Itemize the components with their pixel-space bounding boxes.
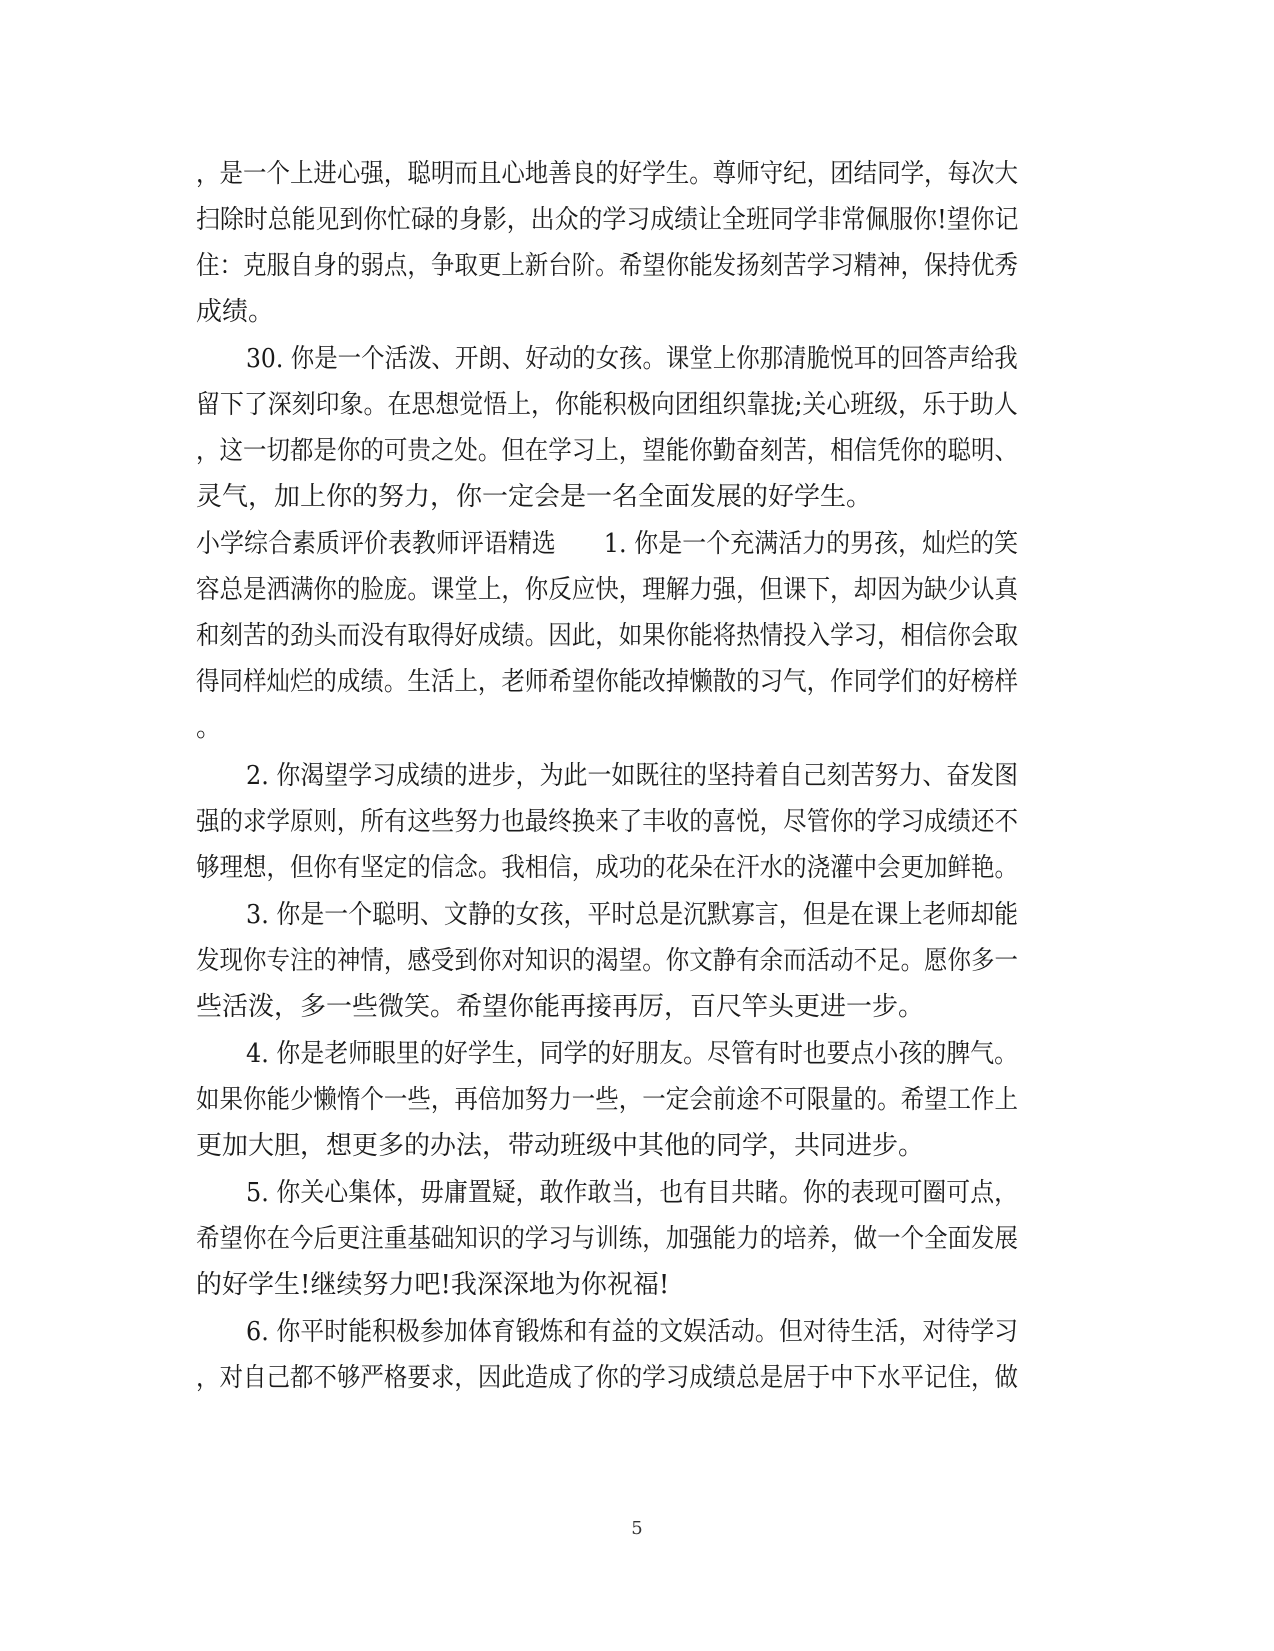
text-line: 。	[196, 713, 223, 743]
text-line: 发现你专注的神情，感受到你对知识的渴望。你文静有余而活动不足。愿你多一	[196, 946, 1019, 976]
text-line: 灵气，加上你的努力，你一定会是一名全面发展的好学生。	[196, 482, 873, 512]
text-line: ，这一切都是你的可贵之处。但在学习上，望能你勤奋刻苦，相信凭你的聪明、	[196, 436, 1019, 466]
text-line: 30. 你是一个活泼、开朗、好动的女孩。课堂上你那清脆悦耳的回答声给我	[246, 344, 1018, 374]
text-line: 2. 你渴望学习成绩的进步，为此一如既往的坚持着自己刻苦努力、奋发图	[246, 761, 1019, 791]
text-line: ，对自己都不够严格要求，因此造成了你的学习成绩总是居于中下水平记住，做	[196, 1363, 1019, 1393]
text-line: 如果你能少懒惰个一些，再倍加努力一些，一定会前途不可限量的。希望工作上	[196, 1085, 1019, 1115]
text-line: 扫除时总能见到你忙碌的身影，出众的学习成绩让全班同学非常佩服你!望你记	[196, 205, 1019, 235]
text-line: 成绩。	[196, 297, 275, 327]
text-line: 住：克服自身的弱点，争取更上新台阶。希望你能发扬刻苦学习精神，保持优秀	[196, 251, 1019, 281]
text-line: 更加大胆，想更多的办法，带动班级中其他的同学，共同进步。	[196, 1131, 925, 1161]
text-line: 6. 你平时能积极参加体育锻炼和有益的文娱活动。但对待生活，对待学习	[246, 1317, 1019, 1347]
text-line: 3. 你是一个聪明、文静的女孩，平时总是沉默寡言，但是在课上老师却能	[246, 900, 1019, 930]
text-line: 容总是洒满你的脸庞。课堂上，你反应快，理解力强，但课下，却因为缺少认真	[196, 575, 1019, 605]
text-line: 和刻苦的劲头而没有取得好成绩。因此，如果你能将热情投入学习，相信你会取	[196, 621, 1019, 651]
text-line: ，是一个上进心强，聪明而且心地善良的好学生。尊师守纪，团结同学，每次大	[196, 159, 1019, 189]
text-line: 希望你在今后更注重基础知识的学习与训练，加强能力的培养，做一个全面发展	[196, 1224, 1019, 1254]
text-line: 留下了深刻印象。在思想觉悟上，你能积极向团组织靠拢;关心班级，乐于助人	[196, 390, 1018, 420]
text-line: 4. 你是老师眼里的好学生，同学的好朋友。尽管有时也要点小孩的脾气。	[246, 1039, 1019, 1069]
text-line: 强的求学原则，所有这些努力也最终换来了丰收的喜悦，尽管你的学习成绩还不	[196, 807, 1019, 837]
page-number: 5	[631, 1518, 643, 1539]
section-heading-line: 小学综合素质评价表教师评语精选 1. 你是一个充满活力的男孩，灿烂的笑	[196, 529, 1019, 559]
text-line: 得同样灿烂的成绩。生活上，老师希望你能改掉懒散的习气，作同学们的好榜样	[196, 667, 1019, 697]
text-line: 够理想，但你有坚定的信念。我相信，成功的花朵在汗水的浇灌中会更加鲜艳。	[196, 853, 1019, 883]
text-line: 5. 你关心集体，毋庸置疑，敢作敢当，也有目共睹。你的表现可圈可点，	[246, 1178, 1019, 1208]
text-line: 些活泼，多一些微笑。希望你能再接再厉，百尺竿头更进一步。	[196, 992, 925, 1022]
text-line: 的好学生!继续努力吧!我深深地为你祝福!	[196, 1270, 670, 1300]
